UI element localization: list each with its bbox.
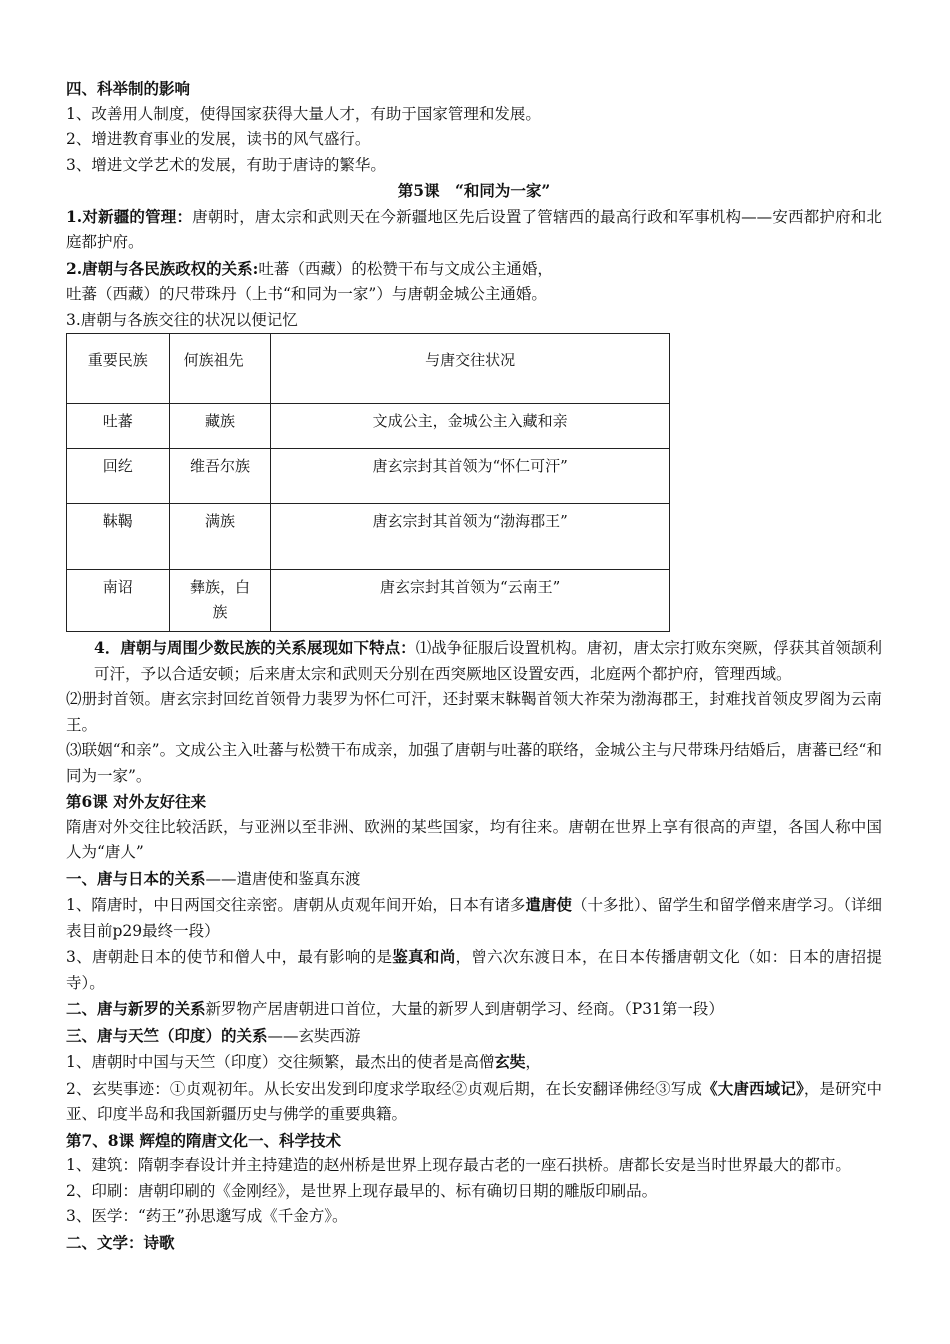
table-cell: 南诏 — [67, 570, 170, 632]
paragraph — [66, 866, 882, 893]
table-cell: 靺鞨 — [67, 504, 170, 570]
table-cell: 唐玄宗封其首领为“云南王” — [271, 570, 670, 632]
paragraph-text: 2、玄奘事迹：①贞观初年。从长安出发到印度求学取经②贞观后期，在长安翻译佛经③写成 — [66, 1079, 703, 1098]
paragraph: 2、印刷：唐朝印刷的《金刚经》，是世界上现存最早的、标有确切日期的雕版印刷品。 — [66, 1181, 658, 1200]
paragraph-lead: 二、唐与新罗的关系 — [66, 999, 206, 1018]
document-page — [66, 76, 882, 1255]
keyword: 《大唐西域记》 — [702, 1078, 804, 1098]
paragraph-lead: 1.对新疆的管理： — [66, 206, 193, 226]
table-cell: 吐蕃 — [67, 404, 170, 449]
table-row — [67, 570, 670, 632]
paragraph-lead: 一、唐与日本的关系 — [66, 868, 206, 888]
paragraph-lead: 三、唐与天竺（印度）的关系 — [66, 1025, 268, 1045]
keyword: 鉴真和尚 — [392, 947, 456, 966]
paragraph — [66, 1049, 882, 1076]
paragraph — [66, 996, 882, 1023]
paragraph-text: 唐朝时，唐太宗和武则天在今新疆地区先后设置了管辖西的最高行政和军事机构——安西都护府和北庭都护府。 — [66, 207, 882, 251]
paragraph: 3.唐朝与各族交往的状况以便记忆 — [66, 310, 298, 329]
paragraph-text: ，是研究中亚、印度半岛和我国新疆历史与佛学的重要典籍。 — [66, 1079, 882, 1123]
paragraph-text: 吐蕃（西藏）的松赞干布与文成公主通婚， — [258, 259, 553, 278]
table-header-cell: 重要民族 — [67, 334, 170, 404]
table-cell: 彝族，白族 — [169, 570, 271, 632]
table-cell: 唐玄宗封其首领为“怀仁可汗” — [271, 449, 670, 504]
paragraph — [66, 1023, 882, 1050]
table-cell: 文成公主，金城公主入藏和亲 — [271, 404, 670, 449]
paragraph-lead: 4．唐朝与周围少数民族的关系展现如下特点： — [94, 638, 416, 657]
table-row — [67, 449, 670, 504]
paragraph — [66, 256, 882, 283]
paragraph-text: ⑴战争征服后设置机构。唐初，唐太宗打败东突厥，俘获其首领颉利可汗，予以合适安顿；后来唐太宗和武则天分别在西突厥地区设置安西，北庭两个都护府，管理西域。 — [94, 639, 882, 683]
paragraph-text: 3、唐朝赴日本的使节和僧人中，最有影响的是 — [66, 948, 393, 966]
lesson-title: 第7、8课 辉煌的隋唐文化一、科学技术 — [66, 1130, 341, 1150]
keyword: 遣唐使 — [525, 895, 572, 914]
paragraph: ⑵册封首领。唐玄宗封回纥首领骨力裴罗为怀仁可汗，还封粟末靺鞨首领大祚荣为渤海郡王，封难找首领皮罗阁为云南王。 — [66, 690, 882, 734]
paragraph: 吐蕃（西藏）的尺带珠丹（上书“和同为一家”）与唐朝金城公主通婚。 — [66, 285, 547, 303]
paragraph-text: 新罗物产居唐朝进口首位，大量的新罗人到唐朝学习、经商。（P31第一段） — [205, 1000, 724, 1018]
paragraph: 1、改善用人制度，使得国家获得大量人才，有助于国家管理和发展。 — [66, 104, 541, 123]
ethnic-relations-table — [66, 333, 670, 632]
table-cell: 满族 — [169, 504, 271, 570]
paragraph: 3、增进文学艺术的发展，有助于唐诗的繁华。 — [66, 155, 386, 174]
paragraph-text: ，曾六次东渡日本，在日本传播唐朝文化（如：日本的唐招提寺）。 — [66, 948, 882, 992]
paragraph — [66, 1076, 882, 1128]
table-header-cell: 与唐交往状况 — [271, 334, 670, 404]
paragraph: 隋唐对外交往比较活跃，与亚洲以至非洲、欧洲的某些国家，均有往来。唐朝在世界上享有很高的声望，各国人称中国人为“唐人” — [66, 817, 882, 861]
paragraph: 1、建筑：隋朝李春设计并主持建造的赵州桥是世界上现存最古老的一座石拱桥。唐都长安是当时世界最大的都市。 — [66, 1156, 851, 1174]
table-row — [67, 404, 670, 449]
table-cell: 唐玄宗封其首领为“渤海郡王” — [271, 504, 670, 570]
section-heading: 四、科举制的影响 — [66, 79, 191, 98]
lesson-title: 第6课 对外友好往来 — [66, 792, 207, 811]
paragraph: 3、医学：“药王”孙思邈写成《千金方》。 — [66, 1207, 348, 1225]
paragraph — [66, 944, 882, 996]
paragraph-text: （十多批）、留学生和留学僧来唐学习。（详细表目前p29最终一段） — [66, 896, 882, 940]
table-cell: 回纥 — [67, 449, 170, 504]
section-heading: 二、文学：诗歌 — [66, 1232, 175, 1252]
paragraph — [66, 892, 882, 944]
paragraph-text: 1、隋唐时，中日两国交往亲密。唐朝从贞观年间开始，日本有诸多 — [66, 896, 526, 914]
lesson-title: 第5课 “和同为一家” — [397, 181, 551, 200]
keyword: 玄奘 — [494, 1052, 526, 1071]
paragraph: ⑶联姻“和亲”。文成公主入吐蕃与松赞干布成亲，加强了唐朝与吐蕃的联络，金城公主与尺带珠丹结婚后，唐蕃已经“和同为一家”。 — [66, 741, 882, 785]
paragraph-lead: 2.唐朝与各民族政权的关系: — [66, 258, 259, 278]
table-cell: 藏族 — [169, 404, 271, 449]
paragraph — [66, 635, 882, 687]
table-cell: 维吾尔族 — [169, 449, 271, 504]
paragraph-text: ——遣唐使和鉴真东渡 — [205, 869, 361, 888]
paragraph — [66, 204, 882, 256]
table-header-row — [67, 334, 670, 404]
paragraph-text: ， — [525, 1053, 541, 1071]
paragraph-text: ——玄奘西游 — [267, 1026, 361, 1045]
table-header-cell: 何族祖先 — [169, 334, 271, 404]
table-row — [67, 504, 670, 570]
paragraph-text: 1、唐朝时中国与天竺（印度）交往频繁，最杰出的使者是高僧 — [66, 1053, 495, 1071]
paragraph: 2、增进教育事业的发展，读书的风气盛行。 — [66, 130, 371, 148]
